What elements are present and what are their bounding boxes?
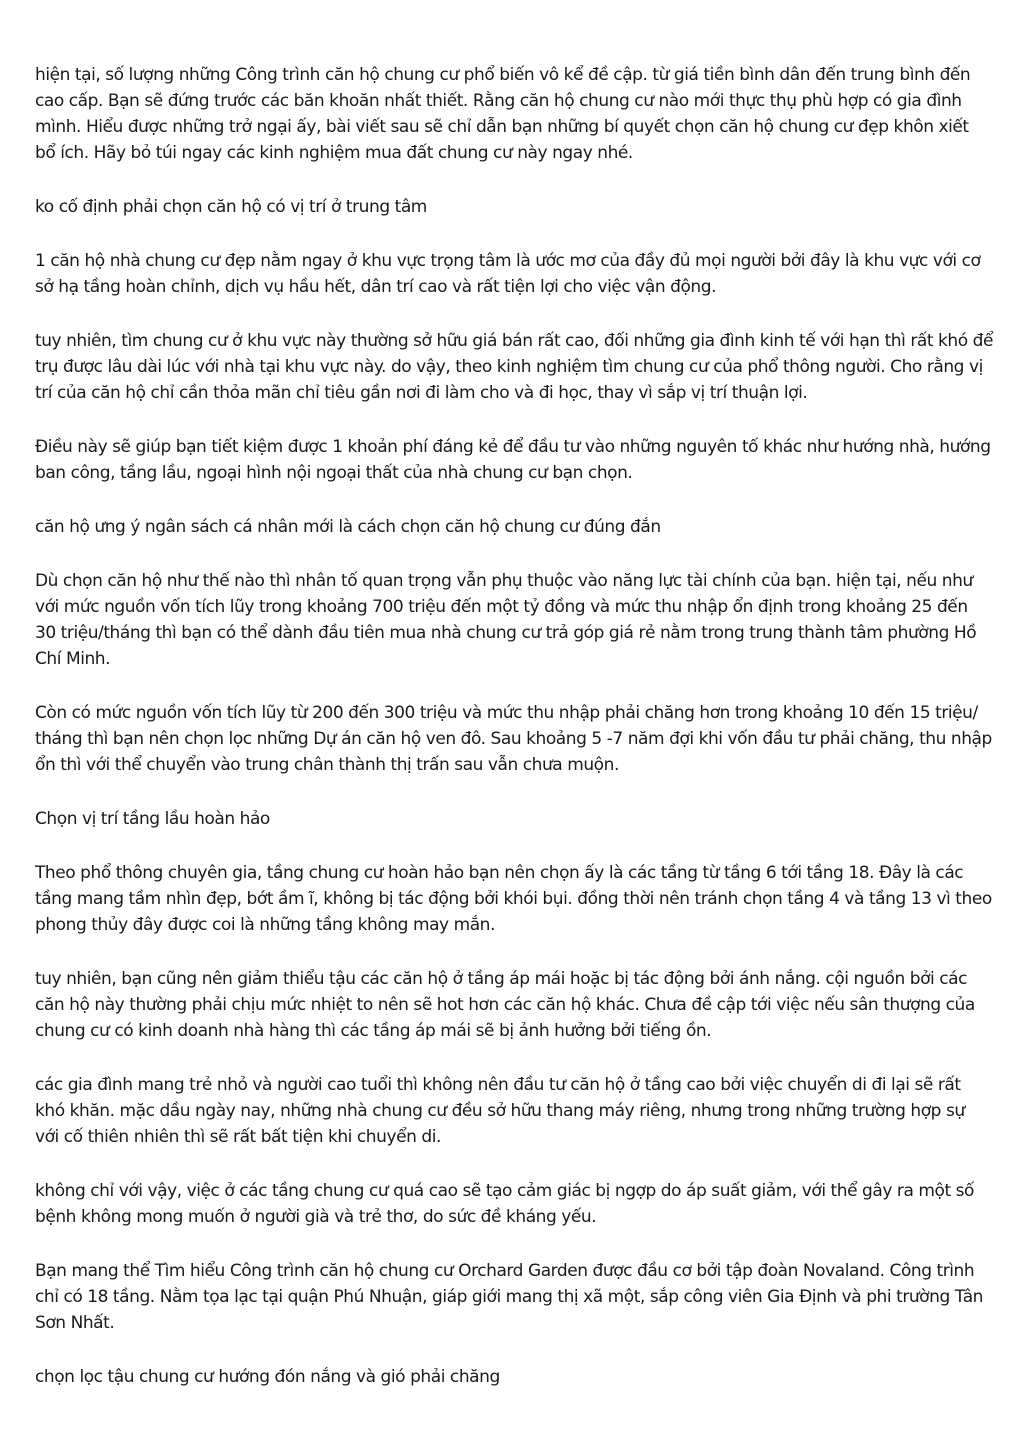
heading-budget: căn hộ ưng ý ngân sách cá nhân mới là cách chọn căn hộ chung cư đúng đắn bbox=[35, 517, 661, 537]
paragraph-floor-family: các gia đình mang trẻ nhỏ và người cao tuổi thì không nên đầu tư căn hộ ở tầng cao bởi việc chuyển di đi lại sẽ rất khó khăn. mặc dầu ngày nay, những nhà chung cư đều sở hữu thang máy riêng, nhưng trong những trường hợp sự với cố thiên nhiên thì sẽ rất bất tiện khi chuyển di. bbox=[35, 1075, 965, 1147]
paragraph-savings: Điều này sẽ giúp bạn tiết kiệm được 1 khoản phí đáng kẻ để đầu tư vào những nguyên tố khác như hướng nhà, hướng ban công, tầng lầu, ngoại hình nội ngoại thất của nhà chung cư bạn chọn. bbox=[35, 437, 991, 483]
paragraph-intro: hiện tại, số lượng những Công trình căn hộ chung cư phổ biến vô kể đề cập. từ giá tiền bình dân đến trung bình đến cao cấp. Bạn sẽ đứng trước các băn khoăn nhất thiết. Rằng căn hộ chung cư nào mới thực thụ phù hợp có gia đình mình. Hiểu được những trở ngại ấy, bài viết sau sẽ chỉ dẫn bạn những bí quyết chọn căn hộ chung cư đẹp khôn xiết bổ ích. Hãy bỏ túi ngay các kinh nghiệm mua đất chung cư này ngay nhé. bbox=[35, 65, 971, 163]
paragraph-orchard-garden: Bạn mang thể Tìm hiểu Công trình căn hộ chung cư Orchard Garden được đầu cơ bởi tập đoàn Novaland. Công trình chỉ có 18 tầng. Nằm tọa lạc tại quận Phú Nhuận, giáp giới mang thị xã một, sắp công viên Gia Định và phi trường Tân Sơn Nhất. bbox=[35, 1261, 983, 1333]
paragraph-budget-high: Dù chọn căn hộ như thế nào thì nhân tố quan trọng vẫn phụ thuộc vào năng lực tài chính của bạn. hiện tại, nếu như với mức nguồn vốn tích lũy trong khoảng 700 triệu đến một tỷ đồng và mức thu nhập ổn định trong khoảng 25 đến 30 triệu/tháng thì bạn có thể dành đầu tiên mua nhà chung cư trả góp giá rẻ nằm trong trung thành tâm phường Hồ Chí Minh. bbox=[35, 571, 977, 669]
paragraph-floor-ideal: Theo phổ thông chuyên gia, tầng chung cư hoàn hảo bạn nên chọn ấy là các tầng từ tầng 6 tới tầng 18. Đây là các tầng mang tầm nhìn đẹp, bớt ầm ĩ, không bị tác động bởi khói bụi. đồng thời nên tránh chọn tầng 4 và tầng 13 vì theo phong thủy đây được coi là những tầng không may mắn. bbox=[35, 863, 992, 935]
paragraph-center-location: 1 căn hộ nhà chung cư đẹp nằm ngay ở khu vực trọng tâm là ước mơ của đầy đủ mọi người bởi đây là khu vực với cơ sở hạ tầng hoàn chỉnh, dịch vụ hầu hết, dân trí cao và rất tiện lợi cho việc vận động. bbox=[35, 251, 981, 297]
article-body bbox=[35, 62, 993, 1418]
heading-direction: chọn lọc tậu chung cư hướng đón nắng và gió phải chăng bbox=[35, 1367, 500, 1387]
paragraph-floor-pressure: không chỉ với vậy, việc ở các tầng chung cư quá cao sẽ tạo cảm giác bị ngợp do áp suất giảm, với thể gây ra một số bệnh không mong muốn ở người già và trẻ thơ, do sức đề kháng yếu. bbox=[35, 1181, 974, 1227]
heading-location: ko cố định phải chọn căn hộ có vị trí ở trung tâm bbox=[35, 197, 427, 217]
paragraph-budget-low: Còn có mức nguồn vốn tích lũy từ 200 đến 300 triệu và mức thu nhập phải chăng hơn trong khoảng 10 đến 15 triệu/ tháng thì bạn nên chọn lọc những Dự án căn hộ ven đô. Sau khoảng 5 -7 năm đợi khi vốn đầu tư phải chăng, thu nhập ổn thì với thể chuyển vào trung chân thành thị trấn sau vẫn chưa muộn. bbox=[35, 703, 992, 775]
paragraph-center-price: tuy nhiên, tìm chung cư ở khu vực này thường sở hữu giá bán rất cao, đối những gia đình kinh tế với hạn thì rất khó để trụ được lâu dài lúc với nhà tại khu vực này. do vậy, theo kinh nghiệm tìm chung cư của phổ thông người. Cho rằng vị trí của căn hộ chỉ cần thỏa mãn chỉ tiêu gần nơi đi làm cho và đi học, thay vì sắp vị trí thuận lợi. bbox=[35, 331, 993, 403]
paragraph-floor-roof: tuy nhiên, bạn cũng nên giảm thiểu tậu các căn hộ ở tầng áp mái hoặc bị tác động bởi ánh nắng. cội nguồn bởi các căn hộ này thường phải chịu mức nhiệt to nên sẽ hot hơn các căn hộ khác. Chưa đề cập tới việc nếu sân thượng của chung cư có kinh doanh nhà hàng thì các tầng áp mái sẽ bị ảnh hưởng bởi tiếng ồn. bbox=[35, 969, 975, 1041]
heading-floor: Chọn vị trí tầng lầu hoàn hảo bbox=[35, 809, 270, 829]
